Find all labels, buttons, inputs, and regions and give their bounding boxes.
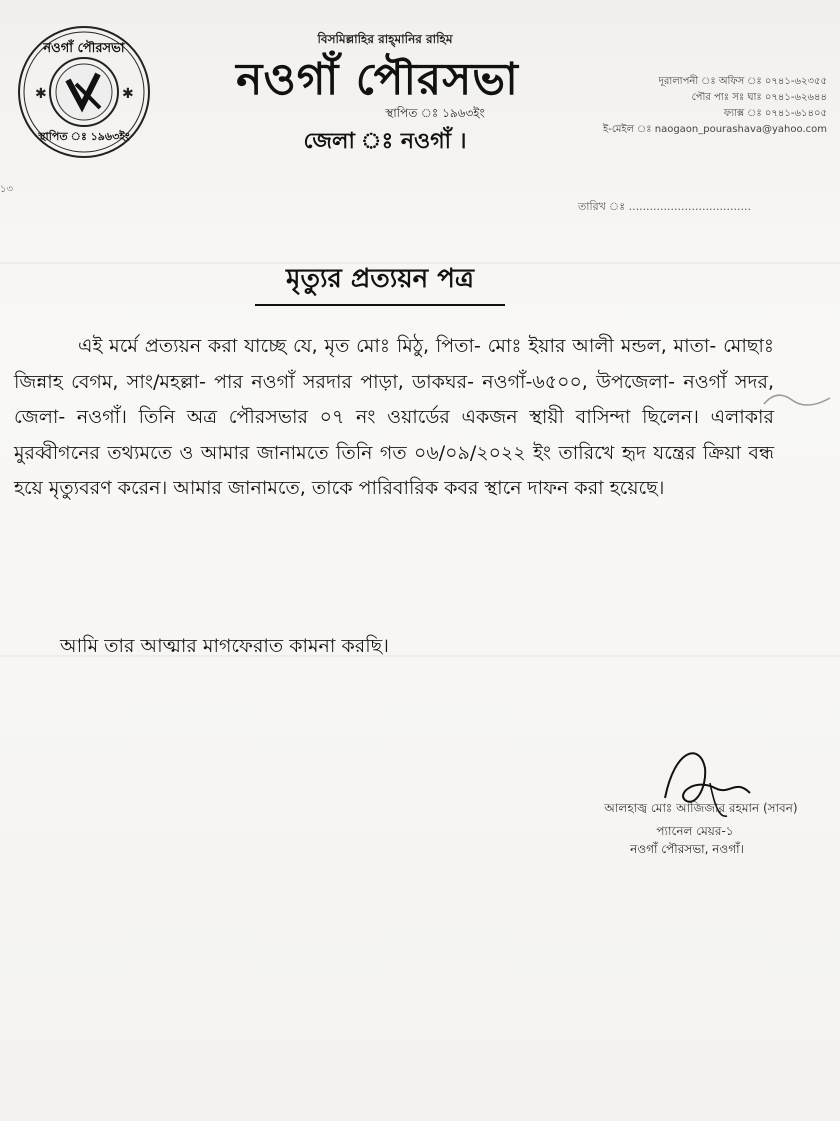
margin-mark: ১৩ [0,184,13,195]
signatory-name: আলহাজ্ব মোঃ আজিজার রহমান (সাবন) [604,801,798,815]
signatory-title: প্যানেল মেয়র-১ [656,824,734,838]
ink-mark [762,388,832,412]
signatory-organization: নওগাঁ পৌরসভা, নওগাঁ। [630,842,744,856]
seal-bottom-text: স্থাপিত ঃ ১৯৬৩ইং [38,130,130,143]
contact-block [575,74,827,138]
phone-mayor: পৌর পাঃ সঃ ঘাঃ ০৭৪১-৬২৬৪৪ [691,92,827,103]
district-line: জেলা ঃ নওগাঁ । [303,129,467,154]
date-label: তারিখ ঃ [578,200,626,213]
seal-top-text: নওগাঁ পৌরসভা [43,41,125,56]
bismillah-text: বিসমিল্লাহির রাহ্‌মানির রাহিম [317,32,453,46]
date-line [578,198,800,217]
phone-office: দূরালাপনী ঃ অফিস ঃ ০৭৪১-৬২৩৫৫ [658,76,827,87]
condolence-line: আমি তার আত্মার মাগফেরাত কামনা করছি। [60,635,389,657]
fax-number: ফ্যাক্স ঃ ০৭৪১-৬১৪০৫ [723,108,827,119]
organization-name: নওগাঁ পৌরসভা [236,54,519,105]
document-title: মৃত্যুর প্রত্যয়ন পত্র [255,258,505,306]
svg-text:✱: ✱ [122,86,134,102]
date-blank: ................................... [628,200,751,213]
established-year: স্থাপিত ঃ ১৯৬৩ইং [385,106,485,120]
svg-text:✱: ✱ [35,86,47,102]
email-address: ই-মেইল ঃ naogaon_pourashava@yahoo.com [603,124,827,135]
municipality-seal [16,24,152,160]
certificate-body: এই মর্মে প্রত্যয়ন করা যাচ্ছে যে, মৃত মোঃ মিঠু, পিতা- মোঃ ইয়ার আলী মন্ডল, মাতা- মোছাঃ জিন্নাহ বেগম, সাং/মহল্লা- পার নওগাঁ সরদার পাড়া, ডাকঘর- নওগাঁ-৬৫০০, উপজেলা- নওগাঁ সদর, জেলা- নওগাঁ। তিনি অত্র পৌরসভার ০৭ নং ওয়ার্ডের একজন স্থায়ী বাসিন্দা ছিলেন। এলাকার মুরব্বীগনের তথ্যমতে ও আমার জানামতে তিনি গত ০৬/০৯/২০২২ ইং তারিখে হৃদ যন্ত্রের ক্রিয়া বন্ধ হয়ে মৃত্যুবরণ করেন। আমার জানামতে, তাকে পারিবারিক কবর স্থানে দাফন করা হয়েছে। [14,335,774,499]
